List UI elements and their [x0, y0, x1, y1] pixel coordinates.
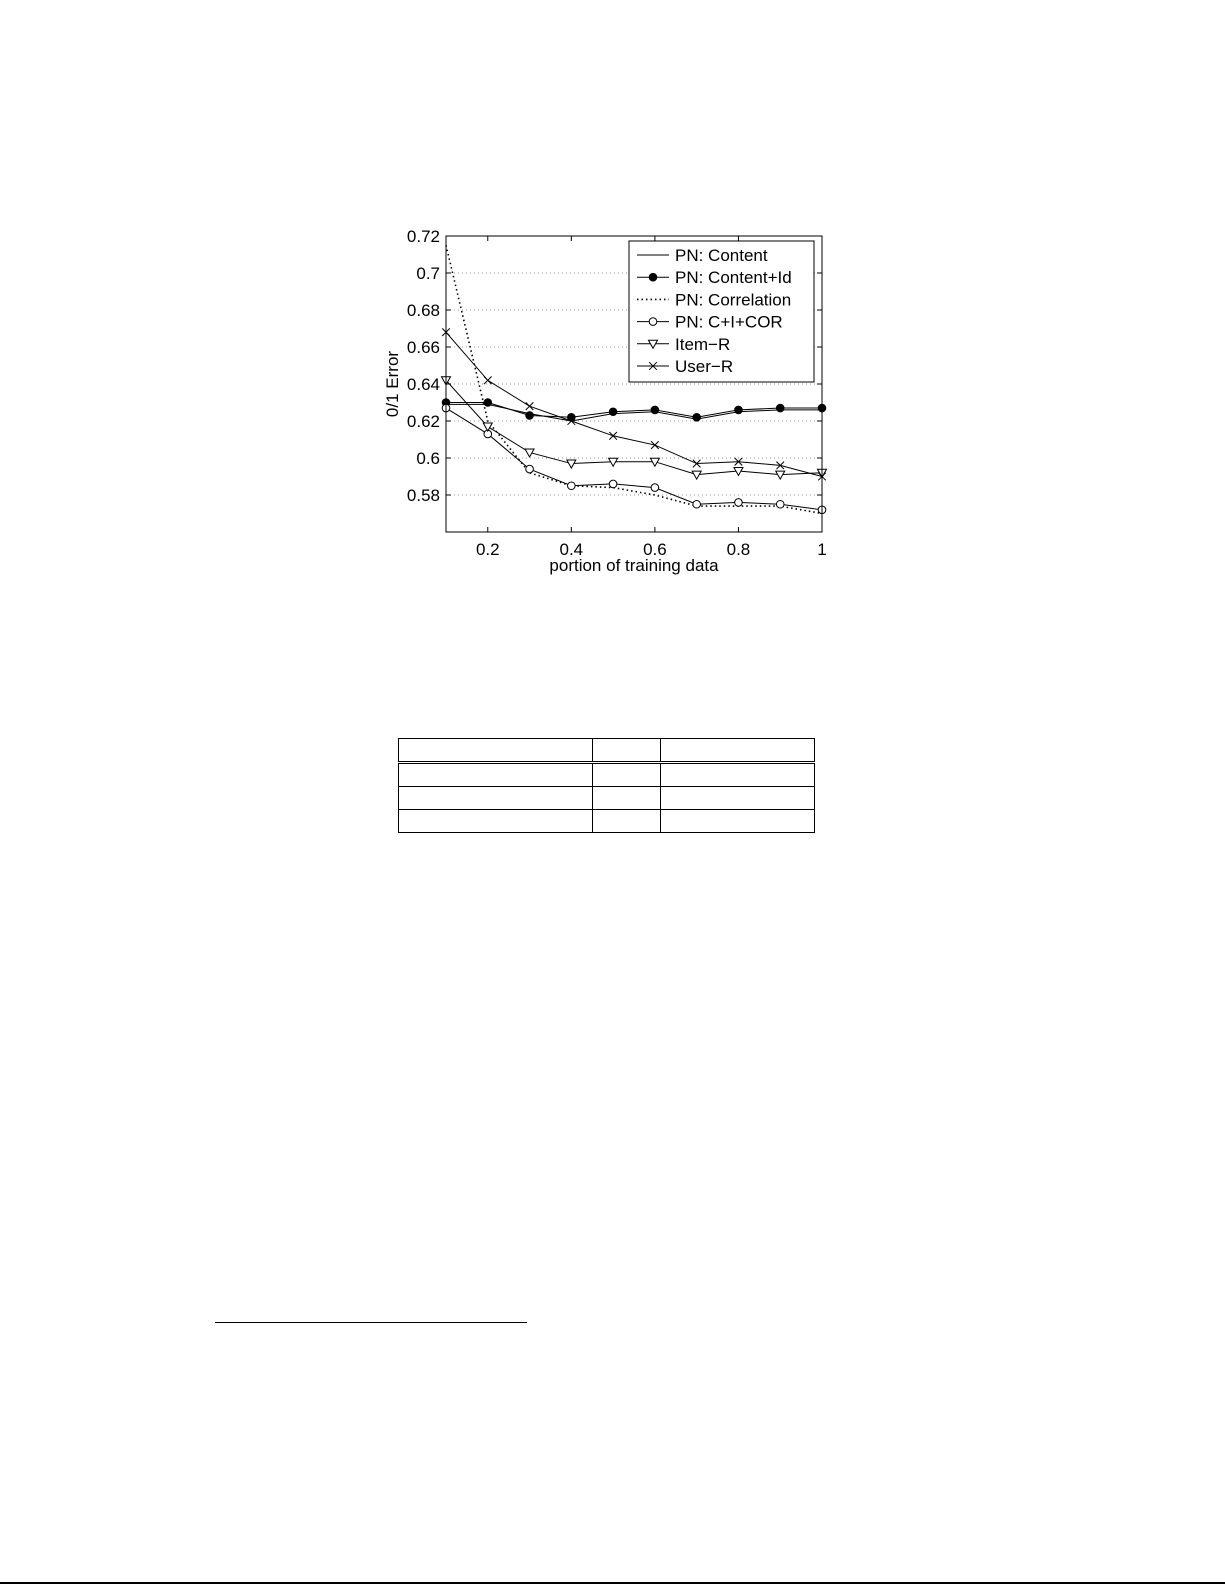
- series-point: [567, 460, 576, 468]
- y-tick-label: 0.58: [406, 486, 440, 505]
- table-row: [399, 739, 815, 763]
- table-cell: [661, 739, 815, 763]
- legend-marker: [649, 318, 657, 326]
- series-point: [692, 471, 701, 479]
- table-cell: [661, 787, 815, 810]
- series-point: [735, 406, 743, 414]
- series-point: [526, 412, 534, 420]
- table-cell: [399, 763, 593, 787]
- series-point: [568, 482, 576, 490]
- y-tick-label: 0.62: [406, 412, 440, 431]
- series-point: [693, 414, 701, 422]
- series-point: [609, 408, 617, 416]
- series-point: [484, 399, 492, 407]
- series-point: [651, 406, 659, 414]
- x-tick-label: 0.4: [559, 540, 584, 559]
- series-point: [609, 480, 617, 488]
- series-point: [609, 432, 617, 440]
- page-bottom-rule: [0, 1582, 1225, 1584]
- y-tick-label: 0.7: [416, 264, 440, 283]
- series-group: [442, 399, 826, 421]
- table-cell: [593, 787, 661, 810]
- y-tick-label: 0.6: [416, 449, 440, 468]
- table-cell: [593, 739, 661, 763]
- table-cell: [593, 810, 661, 833]
- x-tick-label: 0.8: [726, 540, 751, 559]
- series-point: [484, 377, 492, 385]
- footnote-rule: [215, 1322, 527, 1323]
- line-chart: [378, 222, 834, 584]
- table-cell: [661, 810, 815, 833]
- series-point: [693, 500, 701, 508]
- series-group: [442, 377, 827, 479]
- x-axis-label: portion of training data: [549, 556, 719, 575]
- legend-label: PN: C+I+COR: [675, 312, 783, 332]
- y-tick-label: 0.66: [406, 338, 440, 357]
- series-point: [526, 402, 534, 410]
- series-point: [776, 404, 784, 412]
- table-row: [399, 810, 815, 833]
- legend: [629, 241, 814, 382]
- table-cell: [399, 739, 593, 763]
- x-tick-label: 1: [817, 540, 827, 559]
- x-tick-label: 0.2: [475, 540, 500, 559]
- table-cell: [399, 787, 593, 810]
- legend-label: User−R: [675, 357, 734, 376]
- series-point: [776, 471, 785, 479]
- series-point: [651, 441, 659, 449]
- series-point: [483, 423, 492, 431]
- legend-label: PN: Content: [675, 246, 768, 265]
- table-cell: [593, 763, 661, 787]
- x-tick-label: 0.6: [643, 540, 667, 559]
- y-tick-label: 0.68: [406, 301, 440, 320]
- legend-label: PN: Content+Id: [675, 268, 792, 288]
- legend-label: PN: Correlation: [675, 290, 792, 310]
- table-row: [399, 787, 815, 810]
- y-axis-label: 0/1 Error: [383, 350, 402, 418]
- y-tick-label: 0.64: [406, 375, 440, 394]
- series-point: [735, 499, 743, 507]
- table-cell: [661, 763, 815, 787]
- table-row: [399, 763, 815, 787]
- legend-marker: [649, 273, 657, 281]
- series-line: [446, 403, 822, 418]
- series-line: [446, 380, 822, 474]
- y-tick-label: 0.72: [406, 227, 440, 246]
- legend-label: Item−R: [675, 334, 731, 354]
- data-table: [398, 738, 815, 833]
- series-point: [651, 484, 659, 492]
- table-cell: [399, 810, 593, 833]
- series-point: [776, 500, 784, 508]
- series-point: [526, 465, 534, 473]
